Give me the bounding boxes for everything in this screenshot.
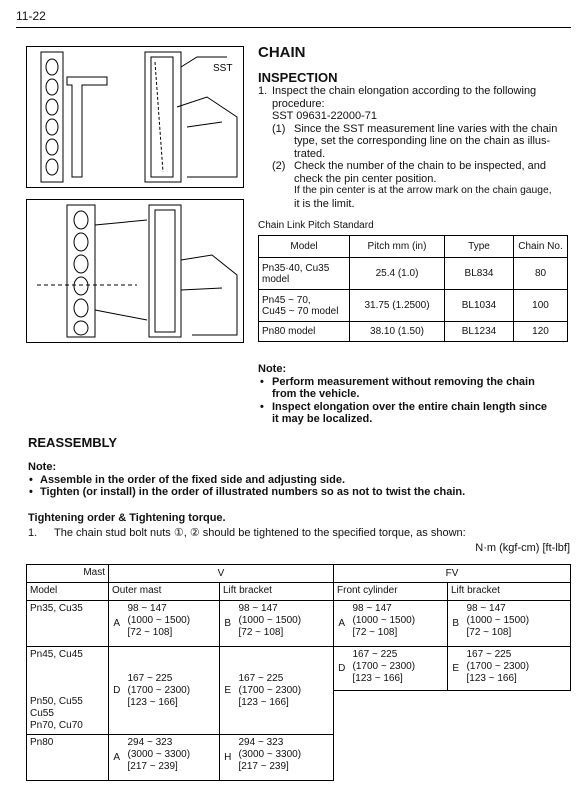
bullet-icon: • bbox=[260, 375, 264, 388]
bolt-letter: A bbox=[334, 601, 350, 647]
model-cell: Pn50, Cu55 Cu55 Pn70, Cu70 bbox=[27, 691, 109, 735]
step-text-line: Inspect the chain elongation according to the following bbox=[272, 85, 537, 97]
torque-value: 98 ~ 147 (1000 ~ 1500) [72 ~ 108] bbox=[125, 601, 220, 647]
page-number: 11-22 bbox=[16, 9, 46, 23]
section-title: CHAIN bbox=[258, 44, 306, 61]
model-cell: Pn35·40, Cu35 model bbox=[259, 258, 350, 290]
empty-cell bbox=[334, 735, 571, 781]
tightening-heading: Tightening order & Tightening torque. bbox=[28, 512, 226, 524]
torque-value: 167 ~ 225 (1700 ~ 2300) [123 ~ 166] bbox=[125, 647, 220, 735]
note-bullet: • Perform measurement without removing the chain from the vehicle. bbox=[260, 375, 535, 400]
table-row bbox=[27, 647, 571, 691]
lift-bracket-fv-header: Lift bracket bbox=[448, 583, 571, 601]
model-cell: Pn45, Cu45 bbox=[27, 647, 109, 691]
table-row bbox=[27, 735, 571, 781]
bullet-icon: • bbox=[29, 473, 33, 486]
table-row bbox=[259, 258, 568, 290]
bolt-letter: D bbox=[334, 647, 350, 691]
torque-value: 294 ~ 323 (3000 ~ 3300) [217 ~ 239] bbox=[236, 735, 334, 781]
bolt-letter: H bbox=[220, 735, 236, 781]
pitch-cell: 38.10 (1.50) bbox=[350, 322, 445, 342]
chain-gauge-figure-1 bbox=[26, 46, 244, 188]
chain-no-cell: 120 bbox=[514, 322, 568, 342]
reassembly-note bbox=[28, 461, 573, 499]
lift-bracket-header: Lift bracket bbox=[220, 583, 334, 601]
torque-value: 167 ~ 225 (1700 ~ 2300) [123 ~ 166] bbox=[464, 647, 571, 691]
sst-label: SST bbox=[213, 63, 233, 74]
bolt-letter: B bbox=[220, 601, 236, 647]
empty-cell bbox=[334, 691, 571, 735]
sst-number: SST 09631-22000-71 bbox=[272, 110, 377, 122]
note-label: Note: bbox=[28, 461, 57, 473]
inspection-note bbox=[258, 363, 570, 426]
step-text-line: procedure: bbox=[272, 97, 325, 110]
note-label: Note: bbox=[258, 363, 287, 375]
pitch-cell: 25.4 (1.0) bbox=[350, 258, 445, 290]
header-cell: Pitch mm (in) bbox=[350, 236, 445, 258]
note-bullet: • Tighten (or install) in the order of illustrated numbers so as not to twist the chain. bbox=[29, 486, 466, 498]
pitch-cell: 31.75 (1.2500) bbox=[350, 290, 445, 322]
bullet-icon: • bbox=[29, 486, 33, 498]
model-cell: Pn80 model bbox=[259, 322, 350, 342]
model-cell: Pn45 ~ 70, Cu45 ~ 70 model bbox=[259, 290, 350, 322]
substep-number: (1) bbox=[272, 122, 286, 135]
torque-value: 98 ~ 147 (1000 ~ 1500) [72 ~ 108] bbox=[236, 601, 334, 647]
model-cell: Pn35, Cu35 bbox=[27, 601, 109, 647]
bolt-letter: E bbox=[220, 647, 236, 735]
substep-text-line: it is the limit. bbox=[294, 197, 355, 210]
table-header-row bbox=[259, 236, 568, 258]
torque-value: 98 ~ 147 (1000 ~ 1500) [72 ~ 108] bbox=[350, 601, 448, 647]
bolt-letter: B bbox=[448, 601, 464, 647]
tightening-step-text: The chain stud bolt nuts ①, ② should be tightened to the specified torque, as shown: bbox=[54, 527, 466, 539]
model-cell: Pn80 bbox=[27, 735, 109, 781]
bolt-letter: E bbox=[448, 647, 464, 691]
substep-text-line: trated. bbox=[294, 147, 326, 160]
note-bullet: • Inspect elongation over the entire chain length since it may be localized. bbox=[260, 400, 548, 425]
header-rule bbox=[16, 27, 571, 28]
note-bullet: • Assemble in the order of the fixed side and adjusting side. bbox=[29, 473, 346, 486]
substep-text-line: If the pin center is at the arrow mark on the chain gauge, bbox=[294, 185, 552, 196]
mast-label: Mast bbox=[27, 565, 109, 583]
chain-gauge-figure-2 bbox=[26, 199, 244, 343]
inspection-heading: INSPECTION bbox=[258, 70, 338, 85]
type-cell: BL1034 bbox=[445, 290, 514, 322]
header-cell: Type bbox=[445, 236, 514, 258]
step-number: 1. bbox=[258, 85, 268, 97]
torque-value: 98 ~ 147 (1000 ~ 1500) [72 ~ 108] bbox=[464, 601, 571, 647]
chain-no-cell: 100 bbox=[514, 290, 568, 322]
torque-units: N·m (kgf-cm) [ft-lbf] bbox=[475, 542, 570, 554]
chain-no-cell: 80 bbox=[514, 258, 568, 290]
torque-value: 167 ~ 225 (1700 ~ 2300) [123 ~ 166] bbox=[350, 647, 448, 691]
substep-text-line: type, set the corresponding line on the chain as illus- bbox=[294, 135, 551, 147]
model-label: Model bbox=[27, 583, 109, 601]
chain-gauge-illustration-1 bbox=[27, 47, 243, 187]
header-cell: Chain No. bbox=[514, 236, 568, 258]
v-header: V bbox=[109, 565, 334, 583]
chain-gauge-illustration-2 bbox=[27, 200, 243, 342]
pitch-table-caption: Chain Link Pitch Standard bbox=[258, 220, 374, 231]
type-cell: BL834 bbox=[445, 258, 514, 290]
table-header-row bbox=[27, 583, 571, 601]
bolt-letter: A bbox=[109, 735, 125, 781]
reassembly-heading: REASSEMBLY bbox=[28, 435, 118, 450]
front-cylinder-header: Front cylinder bbox=[334, 583, 448, 601]
bullet-icon: • bbox=[260, 400, 264, 413]
torque-value: 167 ~ 225 (1700 ~ 2300) [123 ~ 166] bbox=[236, 647, 334, 735]
bolt-letter: A bbox=[109, 601, 125, 647]
inspection-step-1 bbox=[258, 85, 568, 210]
chain-pitch-table bbox=[258, 235, 568, 342]
torque-table bbox=[26, 564, 571, 781]
substep-text-line: Check the number of the chain to be inspected, and bbox=[294, 160, 546, 172]
table-row bbox=[27, 601, 571, 647]
table-header-row bbox=[27, 565, 571, 583]
fv-header: FV bbox=[334, 565, 571, 583]
tightening-step-number: 1. bbox=[28, 527, 38, 539]
table-row bbox=[259, 290, 568, 322]
substep-text-line: check the pin center position. bbox=[294, 172, 437, 185]
substep-number: (2) bbox=[272, 160, 286, 172]
outer-mast-header: Outer mast bbox=[109, 583, 220, 601]
bolt-letter: D bbox=[109, 647, 125, 735]
header-cell: Model bbox=[259, 236, 350, 258]
torque-value: 294 ~ 323 (3000 ~ 3300) [217 ~ 239] bbox=[125, 735, 220, 781]
type-cell: BL1234 bbox=[445, 322, 514, 342]
substep-text-line: Since the SST measurement line varies with the chain bbox=[294, 122, 558, 135]
table-row bbox=[259, 322, 568, 342]
